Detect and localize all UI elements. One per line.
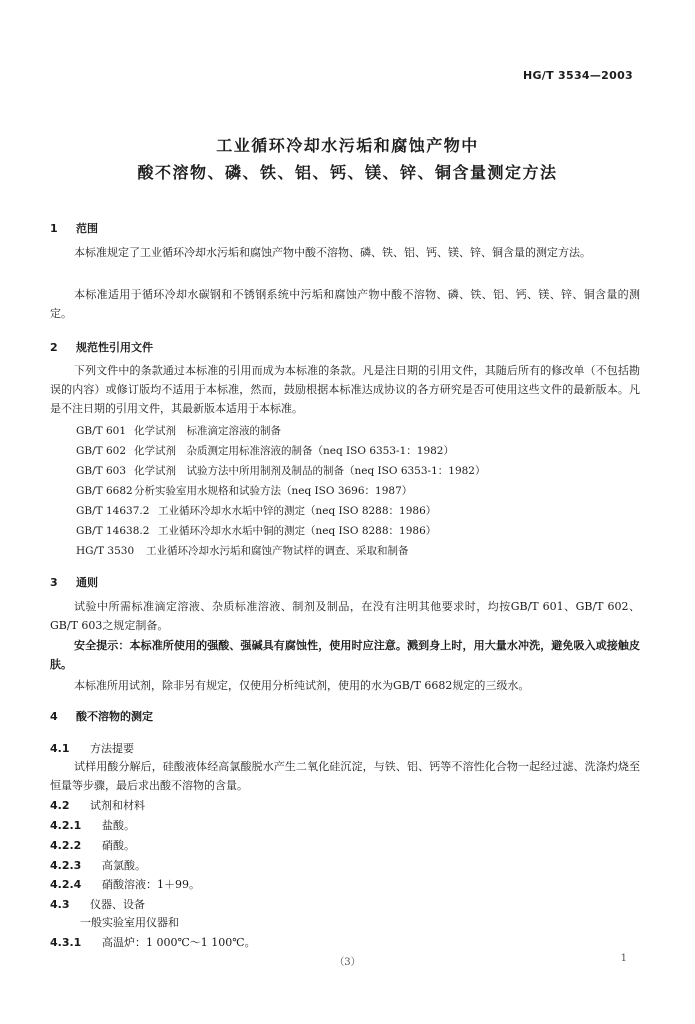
section-number: 1 (50, 222, 58, 235)
reference-item (76, 503, 436, 518)
reference-code: GB/T 6682 (76, 485, 133, 497)
equipment-item (50, 934, 256, 950)
subsection-4-2-heading (50, 797, 145, 813)
item-number: 4.2.4 (50, 878, 82, 891)
section-number: 4 (50, 710, 58, 723)
reference-title: 化学试剂 试验方法中所用制剂及制品的制备（neq ISO 6353-1：1982） (134, 465, 486, 477)
reference-title: 化学试剂 杂质测定用标准溶液的制备（neq ISO 6353-1：1982） (134, 445, 454, 457)
section-title: 通则 (76, 576, 98, 589)
reference-item (76, 423, 281, 438)
subsection-number: 4.1 (50, 742, 70, 755)
subsection-4-3-heading (50, 896, 145, 912)
reference-code: HG/T 3530 (76, 545, 135, 557)
reference-item (76, 523, 436, 538)
subsection-number: 4.2 (50, 799, 70, 812)
title-line-1: 工业循环冷却水污垢和腐蚀产物中 (216, 136, 479, 155)
item-number: 4.2.3 (50, 859, 82, 872)
page-number: 1 (620, 953, 627, 964)
title-line-2: 酸不溶物、磷、铁、铝、钙、镁、锌、铜含量测定方法 (137, 163, 558, 182)
section-3-paragraph-3: 本标准所用试剂，除非另有规定，仅使用分析纯试剂，使用的水为GB/T 6682规定的三级水。 (74, 679, 530, 692)
subsection-4-3-text: 一般实验室用仪器和 (80, 916, 179, 929)
section-title: 范围 (76, 222, 98, 235)
section-1-heading (50, 220, 98, 236)
reagent-item (50, 817, 135, 833)
section-1-paragraph-1: 本标准规定了工业循环冷却水污垢和腐蚀产物中酸不溶物、磷、铁、铝、钙、镁、锌、铜含量的测定方法。 (74, 246, 591, 259)
item-text: 盐酸。 (102, 819, 135, 832)
section-4-heading (50, 708, 153, 724)
reference-code: GB/T 14638.2 (76, 525, 150, 537)
reference-title: 工业循环冷却水水垢中铜的测定（neq ISO 8288：1986） (158, 525, 437, 537)
item-number: 4.2.2 (50, 839, 82, 852)
subsection-number: 4.3 (50, 898, 70, 911)
item-text: 硝酸。 (102, 839, 135, 852)
reagent-item (50, 857, 146, 873)
section-number: 3 (50, 576, 58, 589)
subsection-4-1-heading (50, 740, 134, 756)
subsection-title: 试剂和材料 (90, 799, 145, 812)
item-number: 4.3.1 (50, 936, 82, 949)
reference-title: 工业循环冷却水水垢中锌的测定（neq ISO 8288：1986） (158, 505, 437, 517)
reference-item (76, 543, 409, 558)
section-2-intro: 下列文件中的条款通过本标准的引用而成为本标准的条款。凡是注日期的引用文件，其随后所有的修改单（不包括勘误的内容）或修订版均不适用于本标准，然而，鼓励根据本标准达成协议的各方研究是否可使用这些文件的最新版本。凡是不注日期的引用文件，其最新版本适用于本标准。 (50, 364, 640, 415)
item-text: 高氯酸。 (102, 859, 146, 872)
subsection-4-1-text: 试样用酸分解后，硅酸液体经高氯酸脱水产生二氧化硅沉淀，与铁、铝、钙等不溶性化合物一起经过滤、洗涤灼烧至恒量等步骤，最后求出酸不溶物的含量。 (50, 760, 640, 792)
item-text: 高温炉：1 000℃～1 100℃。 (102, 936, 256, 949)
section-3-paragraph-1: 试验中所需标准滴定溶液、杂质标准溶液、制剂及制品，在没有注明其他要求时，均按GB/T 601、GB/T 602、GB/T 603之规定制备。 (50, 600, 640, 632)
standard-code: HG/T 3534—2003 (522, 69, 633, 82)
reference-title: 化学试剂 标准滴定溶液的制备 (134, 425, 281, 437)
subsection-title: 仪器、设备 (90, 898, 145, 911)
reagent-item (50, 876, 200, 892)
item-number: 4.2.1 (50, 819, 82, 832)
reference-item (76, 483, 412, 498)
reference-code: GB/T 603 (76, 465, 127, 477)
reference-item (76, 443, 454, 458)
reference-code: GB/T 14637.2 (76, 505, 150, 517)
item-text: 硝酸溶液：1＋99。 (102, 878, 200, 891)
section-1-paragraph-2: 本标准适用于循环冷却水碳钢和不锈钢系统中污垢和腐蚀产物中酸不溶物、磷、铁、铝、钙、镁、锌、铜含量的测定。 (50, 288, 640, 320)
reference-title: 分析实验室用水规格和试验方法（neq ISO 3696：1987） (134, 485, 413, 497)
section-title: 酸不溶物的测定 (76, 710, 153, 723)
section-number: 2 (50, 341, 58, 354)
section-title: 规范性引用文件 (76, 341, 153, 354)
reference-item (76, 463, 486, 478)
reference-code: GB/T 601 (76, 425, 127, 437)
reference-title: 工业循环冷却水污垢和腐蚀产物试样的调查、采取和制备 (146, 545, 409, 557)
page-footer-number: （3） (334, 957, 361, 968)
section-3-heading (50, 574, 98, 590)
safety-notice: 安全提示：本标准所使用的强酸、强碱具有腐蚀性，使用时应注意。溅到身上时，用大量水冲洗，避免吸入或接触皮肤。 (50, 639, 640, 671)
reference-code: GB/T 602 (76, 445, 127, 457)
section-2-heading (50, 339, 153, 355)
reagent-item (50, 837, 135, 853)
subsection-title: 方法提要 (90, 742, 134, 755)
